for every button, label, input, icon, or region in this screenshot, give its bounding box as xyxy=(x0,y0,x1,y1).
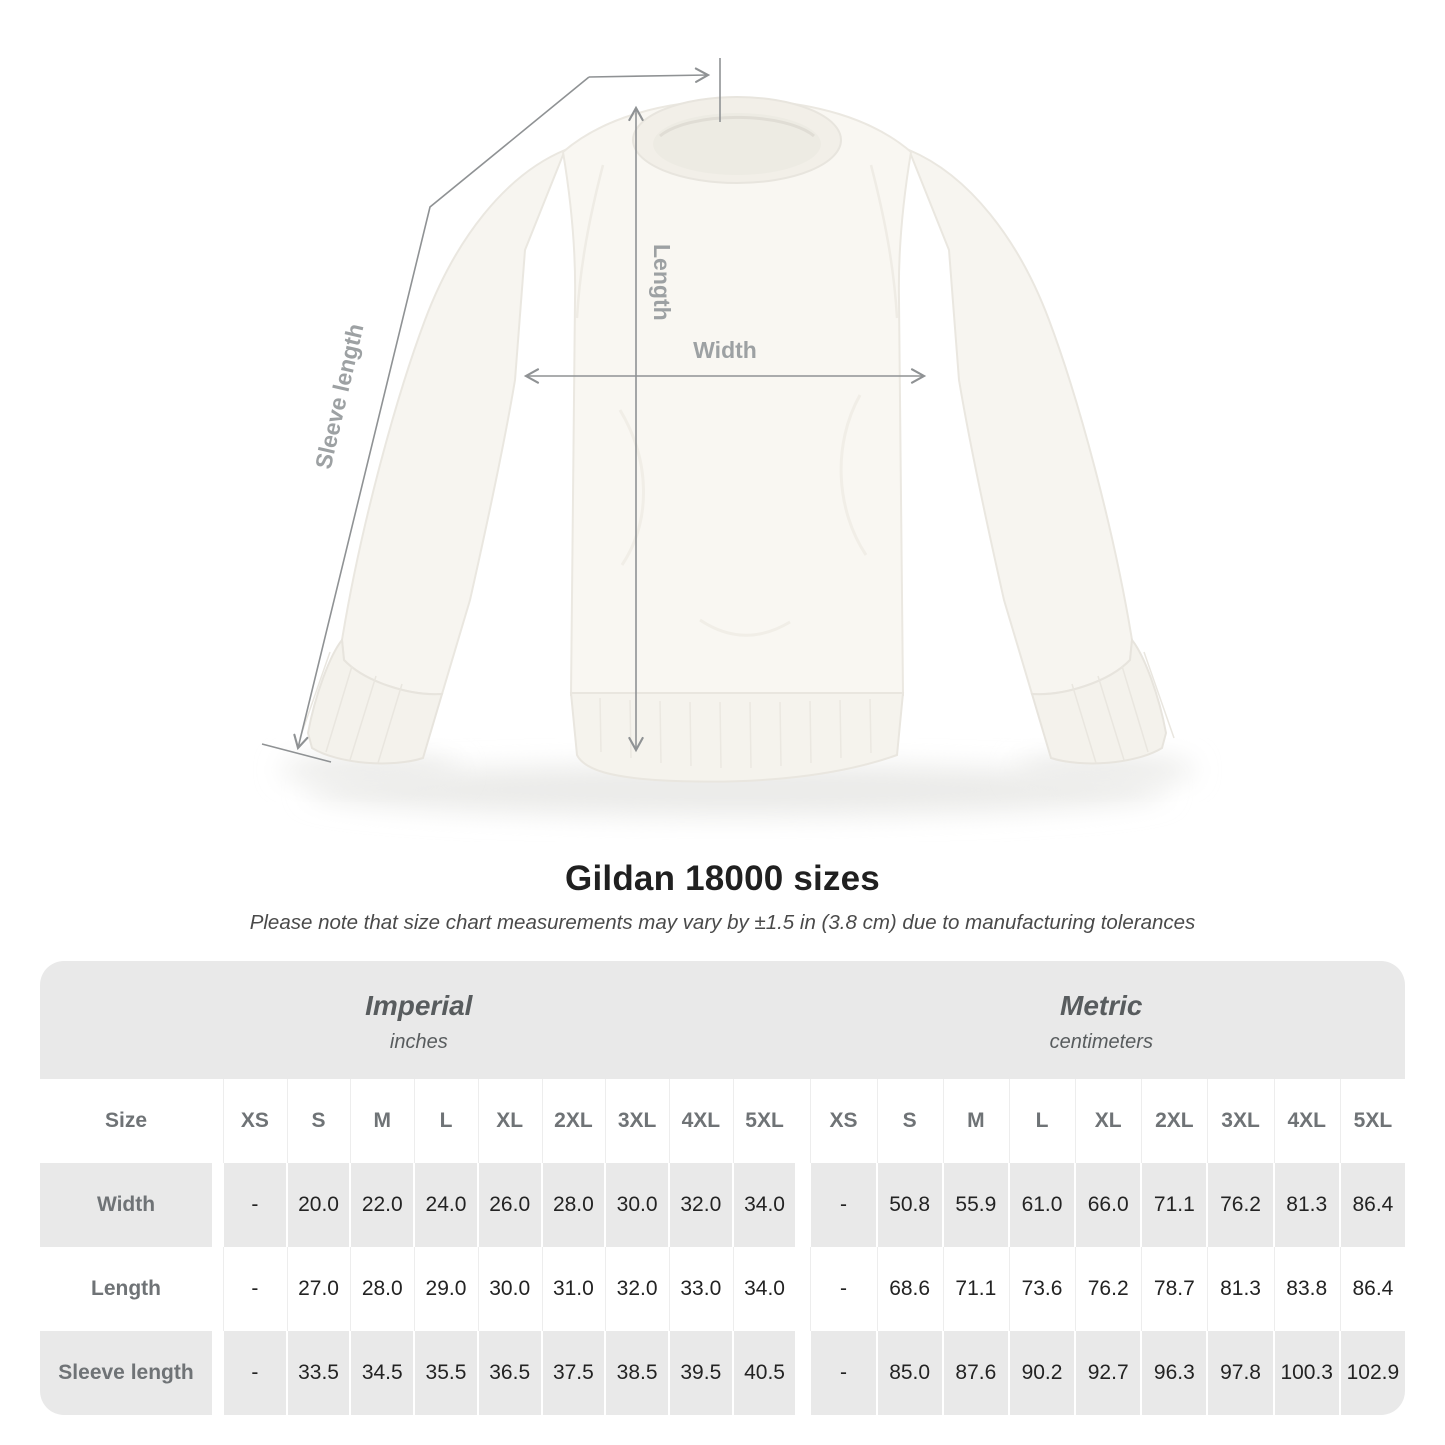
value-cell: 76.2 xyxy=(1076,1247,1140,1331)
column-gutter xyxy=(214,1163,222,1247)
value-cell: 83.8 xyxy=(1275,1247,1339,1331)
group-gutter xyxy=(797,1247,809,1331)
size-col-header: 4XL xyxy=(670,1079,732,1163)
top-reference-arrow xyxy=(589,75,708,77)
value-cell: 85.0 xyxy=(878,1331,942,1415)
size-col-header: 2XL xyxy=(1142,1079,1206,1163)
size-col-header: S xyxy=(288,1079,350,1163)
metric-unit: centimeters xyxy=(1049,1031,1153,1053)
value-cell: - xyxy=(811,1163,875,1247)
value-cell: 50.8 xyxy=(878,1163,942,1247)
column-gutter xyxy=(214,1331,222,1415)
column-gutter xyxy=(214,1079,222,1163)
right-sleeve xyxy=(909,150,1132,694)
size-col-header: 3XL xyxy=(1208,1079,1272,1163)
value-cell: 37.5 xyxy=(543,1331,605,1415)
value-cell: 55.9 xyxy=(944,1163,1008,1247)
size-table xyxy=(40,961,1405,1415)
size-col-header: XS xyxy=(811,1079,875,1163)
value-cell: 81.3 xyxy=(1208,1247,1272,1331)
value-cell: 36.5 xyxy=(479,1331,541,1415)
value-cell: 87.6 xyxy=(944,1331,1008,1415)
value-cell: 24.0 xyxy=(415,1163,477,1247)
size-col-header: XL xyxy=(479,1079,541,1163)
value-cell: - xyxy=(811,1247,875,1331)
unit-header-band xyxy=(40,961,1405,1079)
value-cell: - xyxy=(224,1331,286,1415)
value-cell: 61.0 xyxy=(1010,1163,1074,1247)
value-cell: 71.1 xyxy=(1142,1163,1206,1247)
page-title: Gildan 18000 sizes xyxy=(565,859,880,898)
row-label: Sleeve length xyxy=(40,1331,212,1415)
value-cell: 102.9 xyxy=(1341,1331,1405,1415)
column-gutter xyxy=(214,1247,222,1331)
value-cell: 28.0 xyxy=(351,1247,413,1331)
value-cell: 27.0 xyxy=(288,1247,350,1331)
metric-header xyxy=(798,961,1405,1079)
group-gutter xyxy=(797,1163,809,1247)
group-gutter xyxy=(797,1331,809,1415)
value-cell: 29.0 xyxy=(415,1247,477,1331)
imperial-title: Imperial xyxy=(365,990,473,1021)
value-cell: 30.0 xyxy=(479,1247,541,1331)
row-label: Width xyxy=(40,1163,212,1247)
value-cell: 34.0 xyxy=(734,1247,796,1331)
collar-opening xyxy=(653,113,821,175)
size-col-header: XS xyxy=(224,1079,286,1163)
value-cell: 40.5 xyxy=(734,1331,796,1415)
sleeve-length-label: Sleeve length xyxy=(309,321,369,472)
value-cell: 86.4 xyxy=(1341,1163,1405,1247)
left-sleeve xyxy=(342,150,565,694)
value-cell: 28.0 xyxy=(543,1163,605,1247)
value-cell: 78.7 xyxy=(1142,1247,1206,1331)
size-col-header: 5XL xyxy=(734,1079,796,1163)
metric-title: Metric xyxy=(1060,990,1143,1021)
value-cell: - xyxy=(811,1331,875,1415)
value-cell: - xyxy=(224,1163,286,1247)
size-col-header: L xyxy=(415,1079,477,1163)
value-cell: 97.8 xyxy=(1208,1331,1272,1415)
waistband xyxy=(571,693,903,782)
value-cell: 73.6 xyxy=(1010,1247,1074,1331)
size-col-header: S xyxy=(878,1079,942,1163)
row-label: Length xyxy=(40,1247,212,1331)
value-cell: 34.0 xyxy=(734,1163,796,1247)
value-cell: 38.5 xyxy=(606,1331,668,1415)
size-col-header: 4XL xyxy=(1275,1079,1339,1163)
size-corner-header: Size xyxy=(40,1079,212,1163)
size-col-header: 5XL xyxy=(1341,1079,1405,1163)
value-cell: 86.4 xyxy=(1341,1247,1405,1331)
value-cell: 20.0 xyxy=(288,1163,350,1247)
size-col-header: 3XL xyxy=(606,1079,668,1163)
value-cell: 33.0 xyxy=(670,1247,732,1331)
value-cell: 92.7 xyxy=(1076,1331,1140,1415)
value-cell: 39.5 xyxy=(670,1331,732,1415)
value-cell: - xyxy=(224,1247,286,1331)
tolerance-note: Please note that size chart measurements may vary by ±1.5 in (3.8 cm) due to manufacturing tolerances xyxy=(249,911,1196,934)
value-cell: 32.0 xyxy=(670,1163,732,1247)
value-cell: 90.2 xyxy=(1010,1331,1074,1415)
value-cell: 30.0 xyxy=(606,1163,668,1247)
value-cell: 71.1 xyxy=(944,1247,1008,1331)
imperial-unit: inches xyxy=(389,1031,448,1053)
value-cell: 33.5 xyxy=(288,1331,350,1415)
group-gutter xyxy=(797,1079,809,1163)
value-cell: 35.5 xyxy=(415,1331,477,1415)
size-col-header: XL xyxy=(1076,1079,1140,1163)
value-cell: 96.3 xyxy=(1142,1331,1206,1415)
width-label: Width xyxy=(693,337,757,363)
value-cell: 31.0 xyxy=(543,1247,605,1331)
length-label: Length xyxy=(649,244,675,321)
size-col-header: L xyxy=(1010,1079,1074,1163)
value-cell: 26.0 xyxy=(479,1163,541,1247)
imperial-header xyxy=(40,961,798,1079)
value-cell: 81.3 xyxy=(1275,1163,1339,1247)
value-cell: 100.3 xyxy=(1275,1331,1339,1415)
size-col-header: M xyxy=(351,1079,413,1163)
value-cell: 68.6 xyxy=(878,1247,942,1331)
value-cell: 66.0 xyxy=(1076,1163,1140,1247)
value-cell: 22.0 xyxy=(351,1163,413,1247)
value-cell: 32.0 xyxy=(606,1247,668,1331)
size-col-header: M xyxy=(944,1079,1008,1163)
size-col-header: 2XL xyxy=(543,1079,605,1163)
size-grid xyxy=(40,1079,1405,1415)
value-cell: 34.5 xyxy=(351,1331,413,1415)
value-cell: 76.2 xyxy=(1208,1163,1272,1247)
